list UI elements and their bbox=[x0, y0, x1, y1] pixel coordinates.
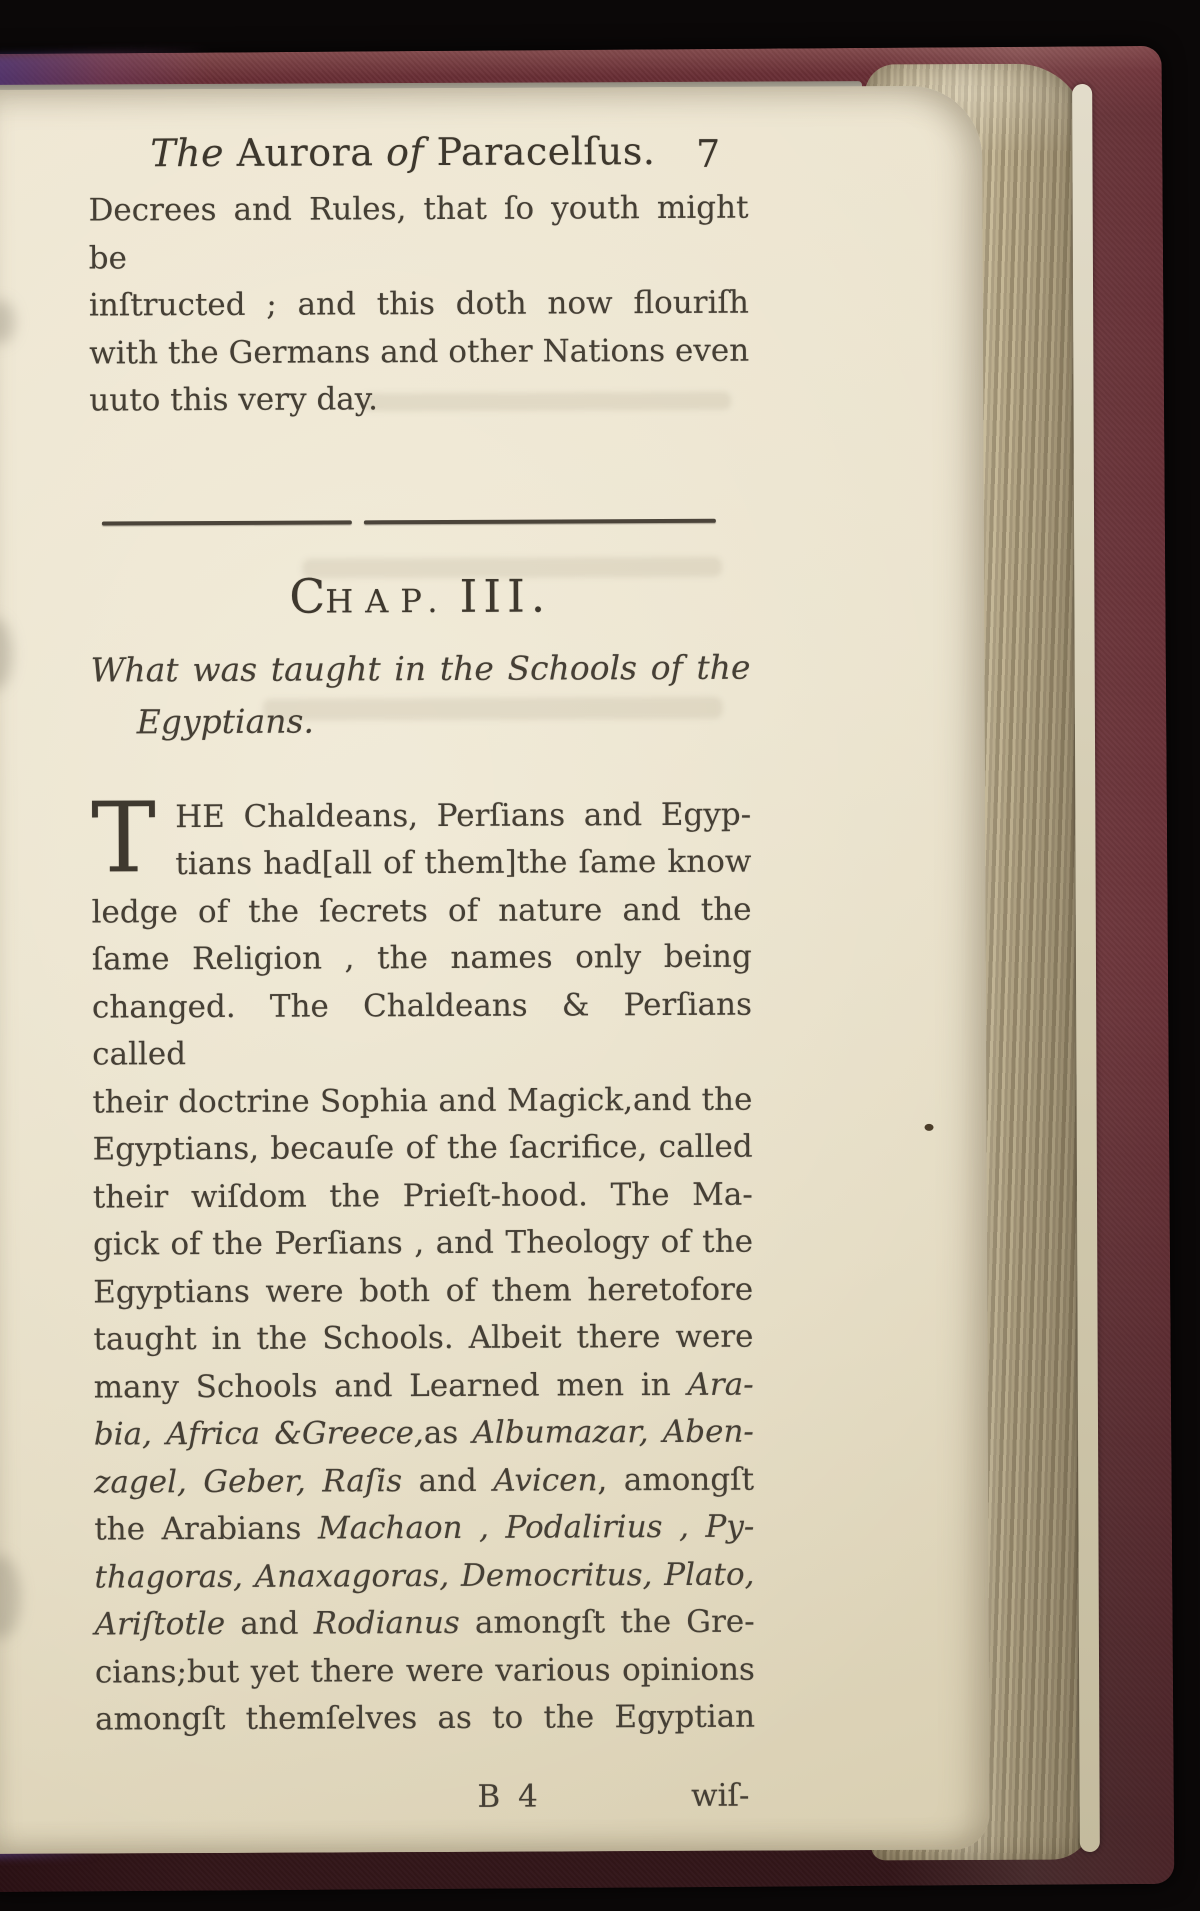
text-segment: Egyptians, becauſe of the ſacrifice, called bbox=[92, 1128, 753, 1168]
text-segment: uuto this very day. bbox=[89, 381, 379, 419]
text-segment: amongſt themſelves as to the Egyptian bbox=[95, 1698, 756, 1738]
text-line bbox=[94, 1409, 754, 1459]
body-paragraph bbox=[91, 780, 756, 1744]
text-segment: taught in the Schools. Albeit there were bbox=[93, 1318, 754, 1358]
page-number: 7 bbox=[696, 131, 721, 176]
text-segment: Egyptians. bbox=[136, 701, 314, 741]
text-segment: , amongſt bbox=[597, 1461, 755, 1498]
text-segment: and bbox=[418, 1462, 494, 1499]
text-segment: amongſt the Gre- bbox=[474, 1603, 755, 1641]
text-segment: HE Chaldeans, Perſians and Egyp- bbox=[175, 796, 752, 835]
text-segment: gick of the Perſians , and Theology of the bbox=[92, 1223, 754, 1263]
running-head bbox=[88, 129, 748, 182]
text-segment: Machaon , Podalirius , Py- bbox=[317, 1508, 755, 1547]
running-title bbox=[150, 129, 655, 175]
text-segment: ledge of the ſecrets of nature and the bbox=[91, 891, 752, 931]
text-line bbox=[93, 1219, 753, 1269]
text-line bbox=[94, 1551, 754, 1601]
page-smudge bbox=[0, 1555, 21, 1639]
text-line bbox=[89, 375, 749, 425]
signature-mark: B 4 bbox=[477, 1778, 542, 1815]
section-divider bbox=[90, 518, 750, 526]
text-segment: Albumazar, Aben- bbox=[472, 1413, 754, 1451]
text-segment: their doctrine Sophia and Magick,and the bbox=[92, 1081, 753, 1121]
text-line bbox=[88, 185, 748, 283]
chapter-heading-smallcaps: HAP. bbox=[325, 581, 450, 621]
text-segment: the Arabians bbox=[94, 1510, 318, 1548]
text-line bbox=[91, 791, 751, 841]
text-segment: zagel, Geber, Raſis bbox=[93, 1462, 419, 1501]
text-line bbox=[94, 1504, 754, 1554]
text-line bbox=[91, 886, 751, 936]
text-segment: tians had[all of them]the ſame know bbox=[175, 843, 752, 883]
body-lines bbox=[91, 780, 756, 1744]
chapter-heading-cap: C bbox=[289, 569, 326, 625]
text-segment: The bbox=[150, 130, 237, 176]
text-segment: inſtructed ; and this doth now flouriſh bbox=[88, 284, 750, 324]
text-line bbox=[92, 981, 752, 1079]
catchword: wiſ- bbox=[690, 1777, 750, 1814]
text-segment: cians;but yet there were various opinions bbox=[94, 1651, 755, 1691]
text-line bbox=[95, 1599, 755, 1649]
text-line bbox=[92, 934, 752, 984]
divider-right-rule bbox=[364, 518, 716, 524]
text-segment: with the Germans and other Nations even bbox=[89, 332, 750, 372]
text-segment: their wiſdom the Prieſt-hood. The Ma- bbox=[92, 1176, 753, 1216]
text-line bbox=[94, 1361, 754, 1411]
text-line bbox=[93, 1266, 753, 1316]
book-page bbox=[0, 86, 990, 1854]
chapter-subtitle bbox=[90, 641, 750, 748]
text-segment: many Schools and Learned men in bbox=[93, 1366, 688, 1406]
page-content bbox=[88, 129, 755, 1830]
text-segment: bia, Africa &Greece, bbox=[93, 1415, 424, 1453]
text-line bbox=[95, 1694, 755, 1744]
text-line bbox=[91, 839, 751, 889]
text-line bbox=[91, 693, 751, 748]
text-line bbox=[93, 1314, 753, 1364]
text-segment: changed. The Chaldeans & Perſians called bbox=[91, 986, 753, 1073]
text-line bbox=[89, 327, 749, 377]
text-segment: ſame Religion , the names only being bbox=[91, 938, 752, 978]
intro-paragraph bbox=[88, 185, 749, 425]
text-segment: Ariſtotle bbox=[94, 1605, 241, 1643]
text-segment: thagoras, Anaxagoras, Democritus, Plato, bbox=[94, 1556, 755, 1596]
text-line bbox=[94, 1456, 754, 1506]
text-segment: Aurora bbox=[236, 130, 387, 175]
page-smudge bbox=[0, 300, 15, 344]
drop-cap: T bbox=[91, 780, 157, 895]
text-segment: Avicen bbox=[493, 1461, 598, 1499]
text-segment: What was taught in the Schools of the bbox=[90, 647, 751, 690]
text-line bbox=[90, 641, 750, 696]
chapter-heading-numeral: III. bbox=[459, 569, 552, 623]
text-segment: of bbox=[385, 130, 437, 175]
footer-line bbox=[95, 1777, 755, 1830]
divider-left-rule bbox=[102, 520, 352, 525]
chapter-heading bbox=[90, 567, 750, 626]
text-line bbox=[95, 1646, 755, 1696]
ink-fleck bbox=[925, 1124, 934, 1131]
page-smudge bbox=[0, 618, 13, 690]
text-segment: as bbox=[423, 1414, 473, 1452]
text-line bbox=[93, 1124, 753, 1174]
text-line bbox=[92, 1076, 752, 1126]
text-segment: and bbox=[240, 1605, 314, 1642]
text-segment: Ara- bbox=[687, 1366, 754, 1403]
text-line bbox=[89, 280, 749, 330]
text-segment: Egyptians were both of them heretofore bbox=[93, 1271, 754, 1311]
text-segment: Decrees and Rules, that ſo youth might be bbox=[88, 189, 749, 277]
text-line bbox=[93, 1171, 753, 1221]
text-segment: Rodianus bbox=[313, 1604, 476, 1642]
text-segment: Paracelſus. bbox=[436, 129, 656, 175]
